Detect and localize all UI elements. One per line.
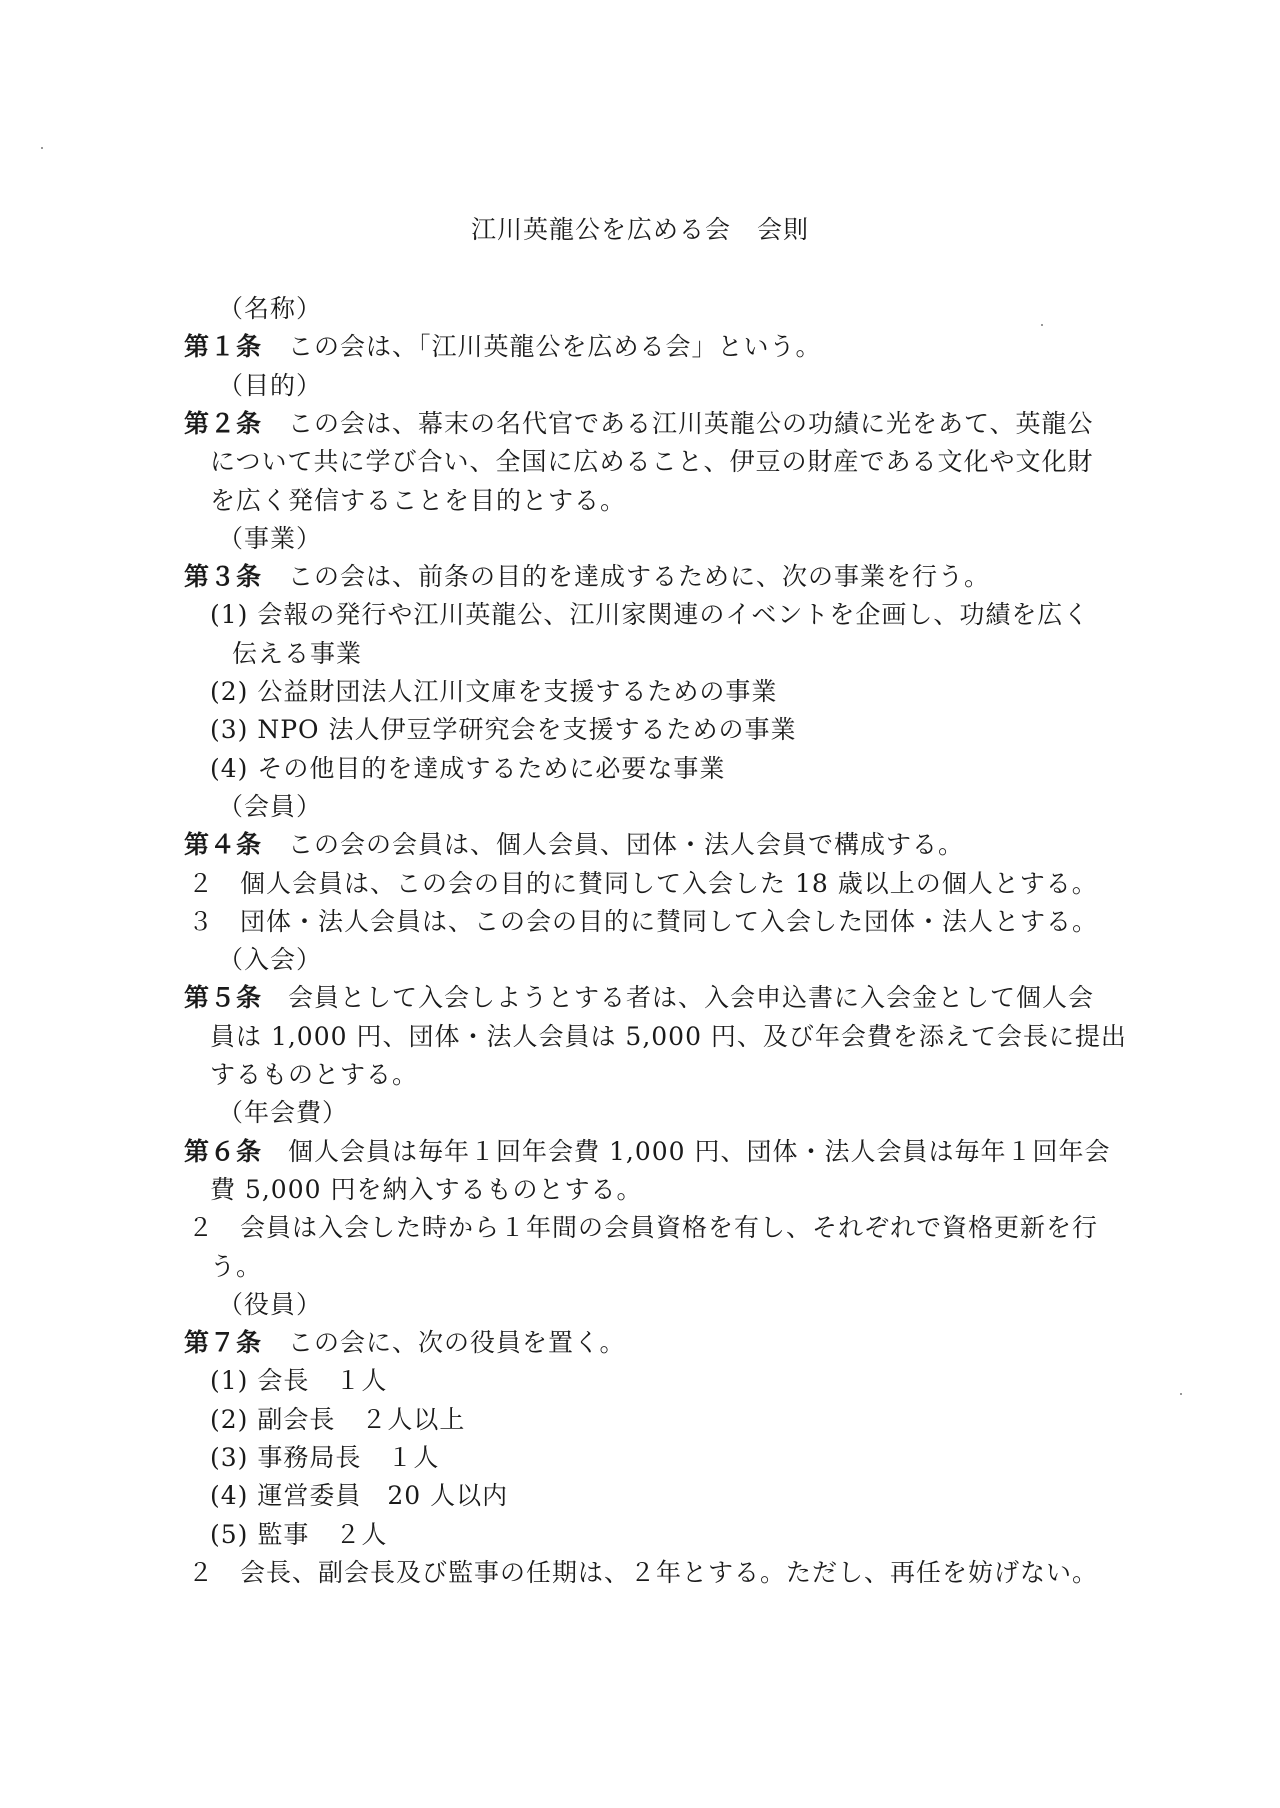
article-line — [184, 826, 964, 864]
article-line — [184, 1324, 626, 1362]
article-label: 第４条 — [184, 830, 263, 860]
list-item: (3) NPO 法人伊豆学研究会を支援するための事業 — [210, 715, 797, 745]
continuation-line: う。 — [210, 1251, 263, 1281]
article-line — [184, 328, 822, 366]
paragraph-line: ２ 会員は入会した時から１年間の会員資格を有し、それぞれで資格更新を行 — [188, 1213, 1099, 1243]
continuation-line: 員は 1,000 円、団体・法人会員は 5,000 円、及び年会費を添えて会長に提出 — [210, 1021, 1127, 1051]
list-item: (4) その他目的を達成するために必要な事業 — [210, 753, 726, 783]
scan-speck — [1180, 1393, 1182, 1395]
list-item: (5) 監事 ２人 — [210, 1519, 388, 1549]
article-line — [184, 1133, 1111, 1171]
section-heading: （役員） — [218, 1289, 323, 1319]
article-label: 第２条 — [184, 408, 263, 438]
article-line — [184, 405, 1094, 443]
continuation-line: するものとする。 — [210, 1060, 419, 1089]
article-text: 個人会員は毎年１回年会費 1,000 円、団体・法人会員は毎年１回年会 — [288, 1136, 1111, 1166]
article-line — [184, 979, 1094, 1017]
paragraph-line: ２ 会長、副会長及び監事の任期は、２年とする。ただし、再任を妨げない。 — [188, 1557, 1099, 1587]
article-label: 第１条 — [184, 332, 263, 362]
list-item: (1) 会報の発行や江川英龍公、江川家関連のイベントを企画し、功績を広く — [210, 600, 1090, 630]
article-label: 第５条 — [184, 983, 263, 1013]
article-text: この会は、前条の目的を達成するために、次の事業を行う。 — [288, 562, 991, 592]
article-text: この会は、幕末の名代官である江川英龍公の功績に光をあて、英龍公 — [288, 408, 1094, 438]
article-label: 第３条 — [184, 562, 263, 592]
list-item-continuation: 伝える事業 — [232, 638, 363, 668]
article-text: この会は、「江川英龍公を広める会」という。 — [288, 332, 822, 362]
paragraph-line: ２ 個人会員は、この会の目的に賛同して入会した 18 歳以上の個人とする。 — [188, 868, 1098, 898]
scan-speck — [1041, 324, 1043, 326]
article-text: 会員として入会しようとする者は、入会申込書に入会金として個人会 — [288, 983, 1095, 1013]
section-heading: （目的） — [218, 370, 323, 400]
continuation-line: 費 5,000 円を納入するものとする。 — [210, 1174, 643, 1204]
article-text: この会の会員は、個人会員、団体・法人会員で構成する。 — [288, 830, 965, 860]
list-item: (4) 運営委員 20 人以内 — [210, 1481, 509, 1511]
article-line — [184, 558, 990, 596]
list-item: (3) 事務局長 １人 — [210, 1443, 440, 1472]
document-title: 江川英龍公を広める会 会則 — [470, 215, 809, 244]
list-item: (2) 副会長 ２人以上 — [210, 1404, 466, 1434]
article-label: 第７条 — [184, 1328, 263, 1358]
list-item: (1) 会長 １人 — [210, 1366, 388, 1396]
section-heading: （名称） — [218, 294, 323, 323]
section-heading: （会員） — [218, 791, 323, 821]
continuation-line: を広く発信することを目的とする。 — [210, 485, 627, 515]
article-text: この会に、次の役員を置く。 — [288, 1328, 626, 1358]
section-heading: （入会） — [218, 945, 323, 975]
section-heading: （年会費） — [218, 1098, 349, 1128]
list-item: (2) 公益財団法人江川文庫を支援するための事業 — [210, 677, 778, 706]
continuation-line: について共に学び合い、全国に広めること、伊豆の財産である文化や文化財 — [210, 447, 1094, 477]
article-label: 第６条 — [184, 1136, 263, 1166]
scan-speck — [41, 147, 43, 149]
section-heading: （事業） — [218, 523, 323, 553]
paragraph-line: ３ 団体・法人会員は、この会の目的に賛同して入会した団体・法人とする。 — [188, 906, 1099, 936]
